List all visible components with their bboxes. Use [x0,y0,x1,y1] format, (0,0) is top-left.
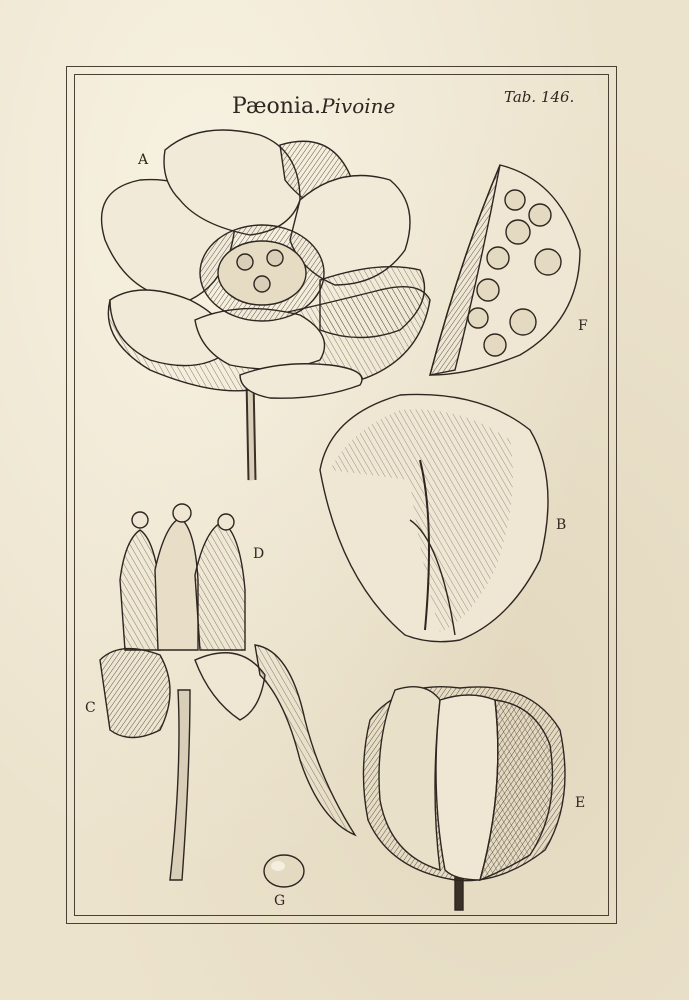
label-e: E [575,795,586,811]
label-f: F [578,318,588,334]
plate-title-vernacular: Pivoine [321,94,396,118]
label-b: B [556,517,567,533]
plate-tab-number: Tab. 146. [504,88,575,106]
label-d: D [253,546,265,562]
plate-title-latin: Pæonia. [232,94,322,119]
figure-g-seed [264,855,304,887]
figure-b-petal [320,394,548,641]
figure-e-capsule [363,687,565,910]
label-a: A [138,152,149,168]
label-g: G [274,893,286,909]
figure-cd-pistils [100,504,355,880]
label-c: C [85,700,96,716]
figure-f-seed-pod [430,165,580,375]
